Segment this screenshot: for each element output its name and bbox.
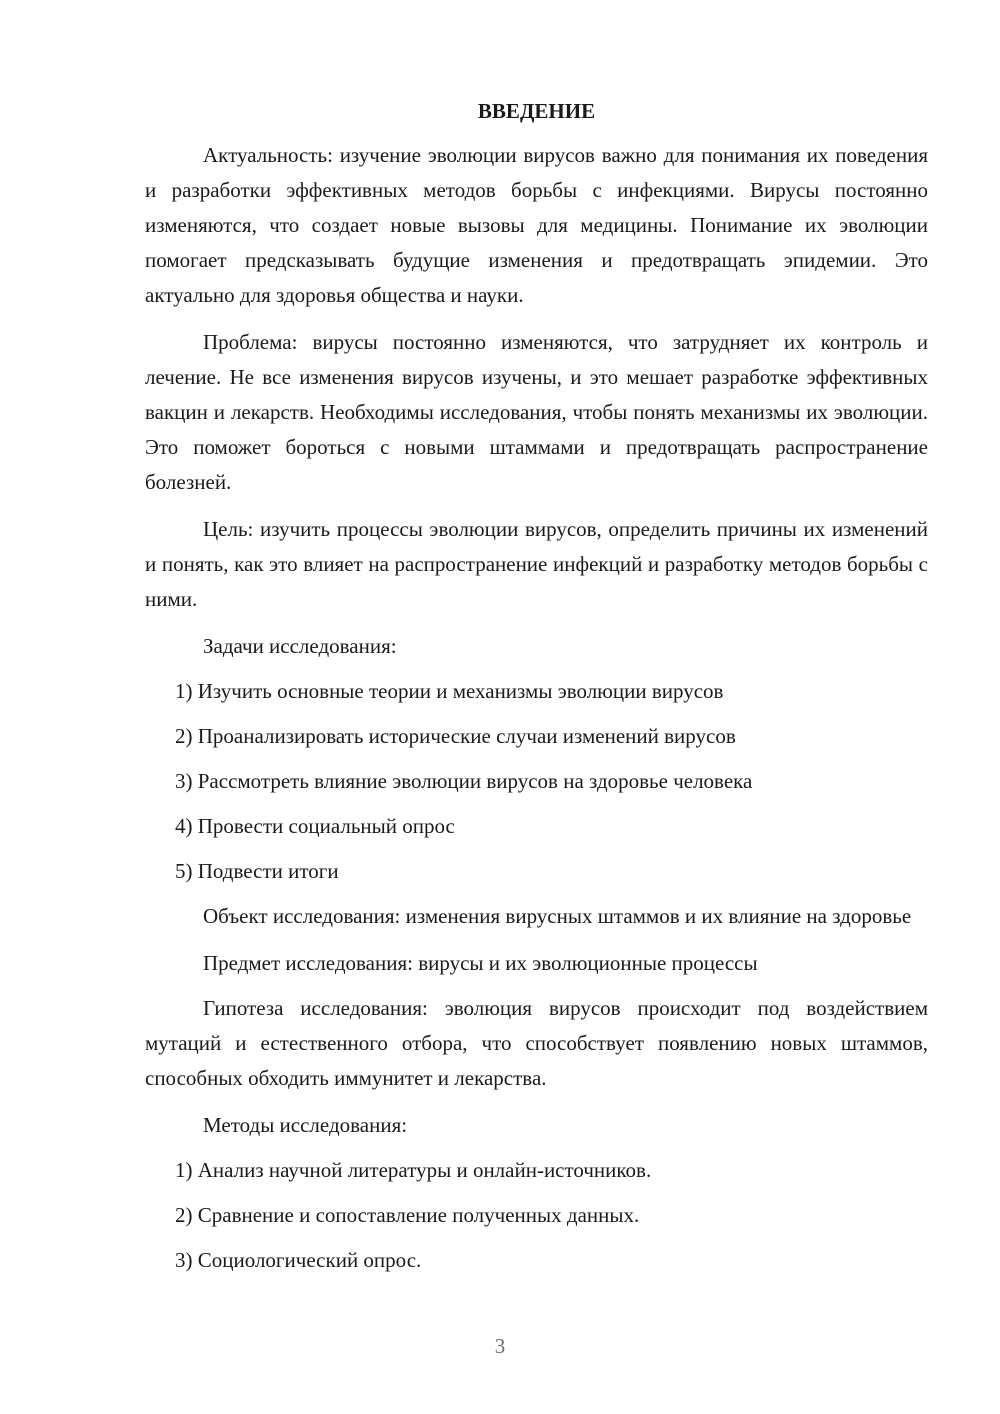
- methods-title: Методы исследования:: [203, 1113, 408, 1137]
- document-page: [145, 96, 928, 1288]
- tasks-title: Задачи исследования:: [203, 634, 397, 658]
- method-item: 3) Социологический опрос.: [175, 1248, 422, 1272]
- hypothesis-paragraph: Гипотеза исследования: эволюция вирусов происходит под воздействием мутаций и естественного отбора, что способствует появлению новых штаммов, способных обходить иммунитет и лекарства.: [145, 996, 928, 1090]
- task-item: 1) Изучить основные теории и механизмы эволюции вирусов: [175, 679, 724, 703]
- page-number: 3: [494, 1334, 506, 1358]
- method-item: 1) Анализ научной литературы и онлайн-источников.: [175, 1158, 652, 1182]
- object-paragraph: Объект исследования: изменения вирусных штаммов и их влияние на здоровье: [203, 904, 912, 928]
- task-item: 2) Проанализировать исторические случаи изменений вирусов: [175, 724, 736, 748]
- task-item: 5) Подвести итоги: [175, 859, 339, 883]
- relevance-paragraph: Актуальность: изучение эволюции вирусов важно для понимания их поведения и разработки эффективных методов борьбы с инфекциями. Вирусы постоянно изменяются, что создает новые вызовы для медицины. Понимание их эволюции помогает предсказывать будущие изменения и предотвращать эпидемии. Это актуально для здоровья общества и науки.: [145, 143, 928, 307]
- section-heading: ВВЕДЕНИЕ: [477, 99, 596, 123]
- goal-paragraph: Цель: изучить процессы эволюции вирусов, определить причины их изменений и понять, как это влияет на распространение инфекций и разработку методов борьбы с ними.: [145, 517, 928, 611]
- subject-paragraph: Предмет исследования: вирусы и их эволюционные процессы: [203, 951, 758, 975]
- task-item: 4) Провести социальный опрос: [175, 814, 455, 838]
- task-item: 3) Рассмотреть влияние эволюции вирусов на здоровье человека: [175, 769, 753, 793]
- problem-paragraph: Проблема: вирусы постоянно изменяются, что затрудняет их контроль и лечение. Не все изменения вирусов изучены, и это мешает разработке эффективных вакцин и лекарств. Необходимы исследования, чтобы понять механизмы их эволюции. Это поможет бороться с новыми штаммами и предотвращать распространение болезней.: [145, 330, 928, 494]
- method-item: 2) Сравнение и сопоставление полученных данных.: [175, 1203, 640, 1227]
